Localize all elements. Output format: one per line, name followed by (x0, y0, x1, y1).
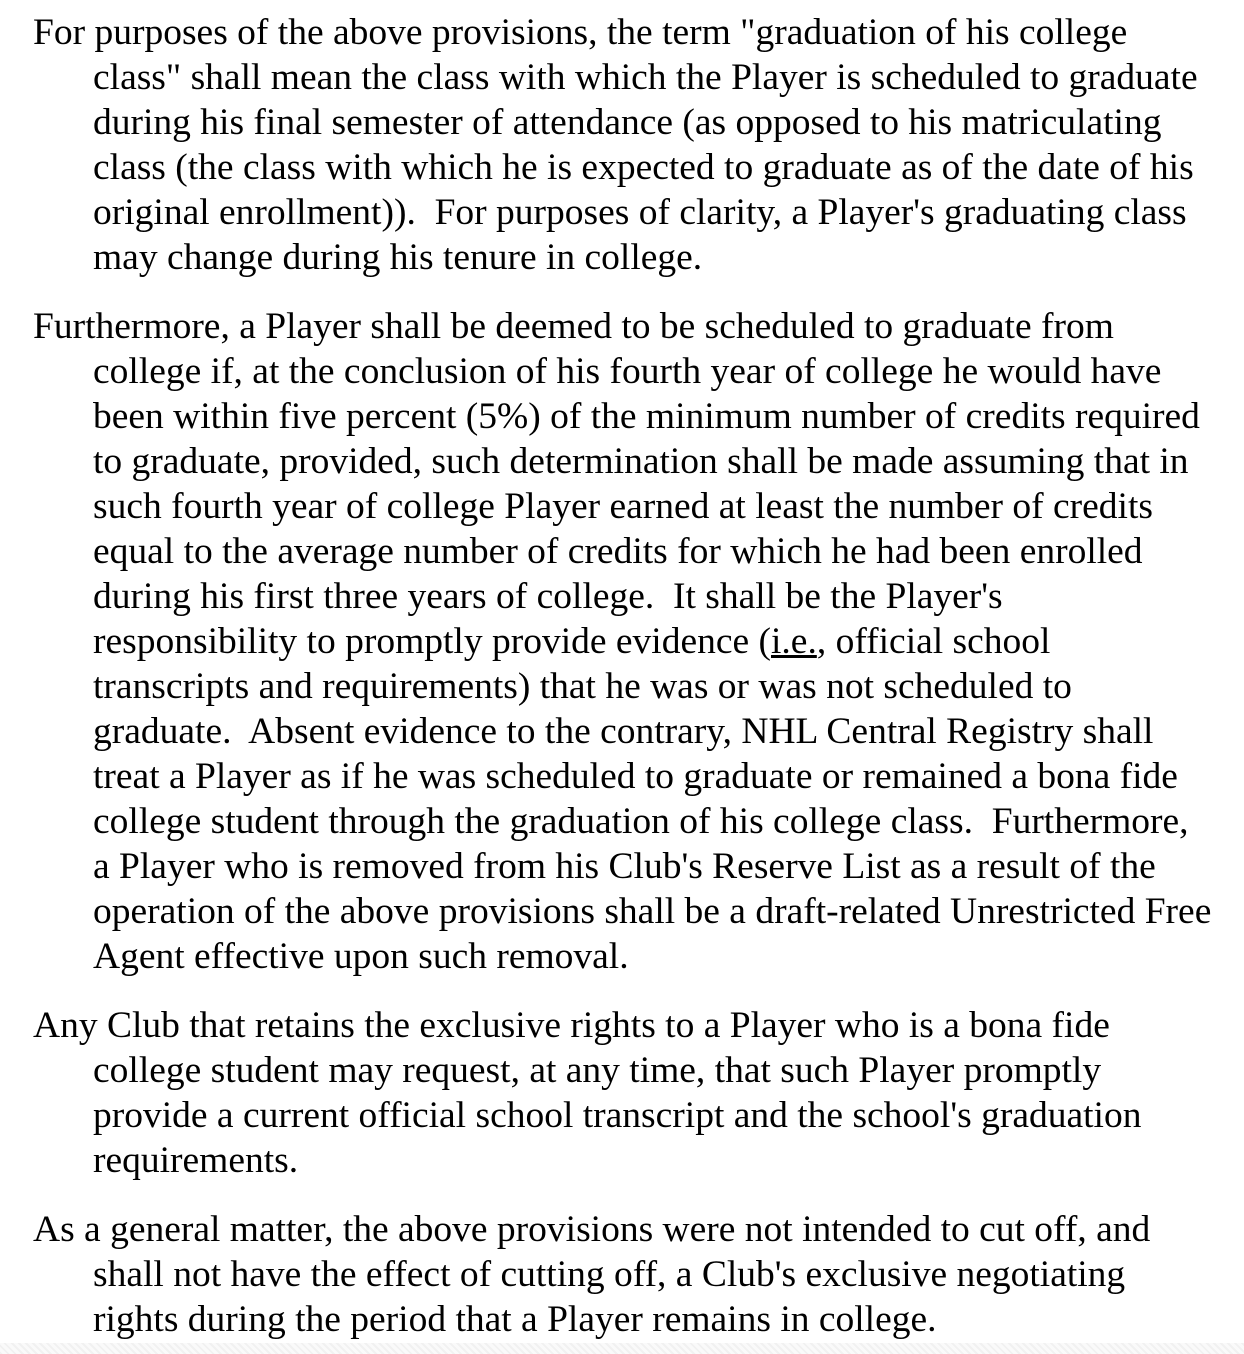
paragraph-text: As a general matter, the above provisions were not intended to cut off, and shall not have the effect of cutting off, a Club's exclusive negotiating rights during the period that a Player remains in college. (33, 1209, 1160, 1340)
paragraph-graduation-definition (33, 10, 1214, 280)
paragraph-text: Furthermore, a Player shall be deemed to be scheduled to graduate from college if, at the conclusion of his fourth year of college he would have been within five percent (5%) of the minimum number of credits required to graduate, provided, such determination shall be made assuming that in such fourth year of college Player earned at least the number of credits equal to the average number of credits for which he had been enrolled during his first three years of college. It shall be the Player's responsibility to promptly provide evidence ( (33, 306, 1210, 662)
page-bottom-strip (0, 1343, 1244, 1354)
ie-underlined-term: i.e. (771, 621, 817, 662)
paragraph-club-transcript-request (33, 1003, 1214, 1183)
paragraph-deemed-to-graduate (33, 304, 1219, 979)
paragraph-text: For purposes of the above provisions, the term "graduation of his college class" shall mean the class with which the Player is scheduled to graduate during his final semester of attendance (as opposed to his matriculating class (the class with which he is expected to graduate as of the date of his original enrollment)). For purposes of clarity, a Player's graduating class may change during his tenure in college. (33, 12, 1207, 278)
paragraph-general-matter (33, 1207, 1214, 1342)
paragraph-text: , official school transcripts and requirements) that he was or was not scheduled to graduate. Absent evidence to the contrary, NHL Central Registry shall treat a Player as if he was scheduled to graduate or remained a bona fide college student through the graduation of his college class. Furthermore, a Player who is removed from his Club's Reserve List as a result of the operation of the above provisions shall be a draft-related Unrestricted Free Agent effective upon such removal. (93, 621, 1219, 977)
paragraph-text: Any Club that retains the exclusive rights to a Player who is a bona fide college student may request, at any time, that such Player promptly provide a current official school transcript and the school's graduation requirements. (33, 1005, 1151, 1181)
